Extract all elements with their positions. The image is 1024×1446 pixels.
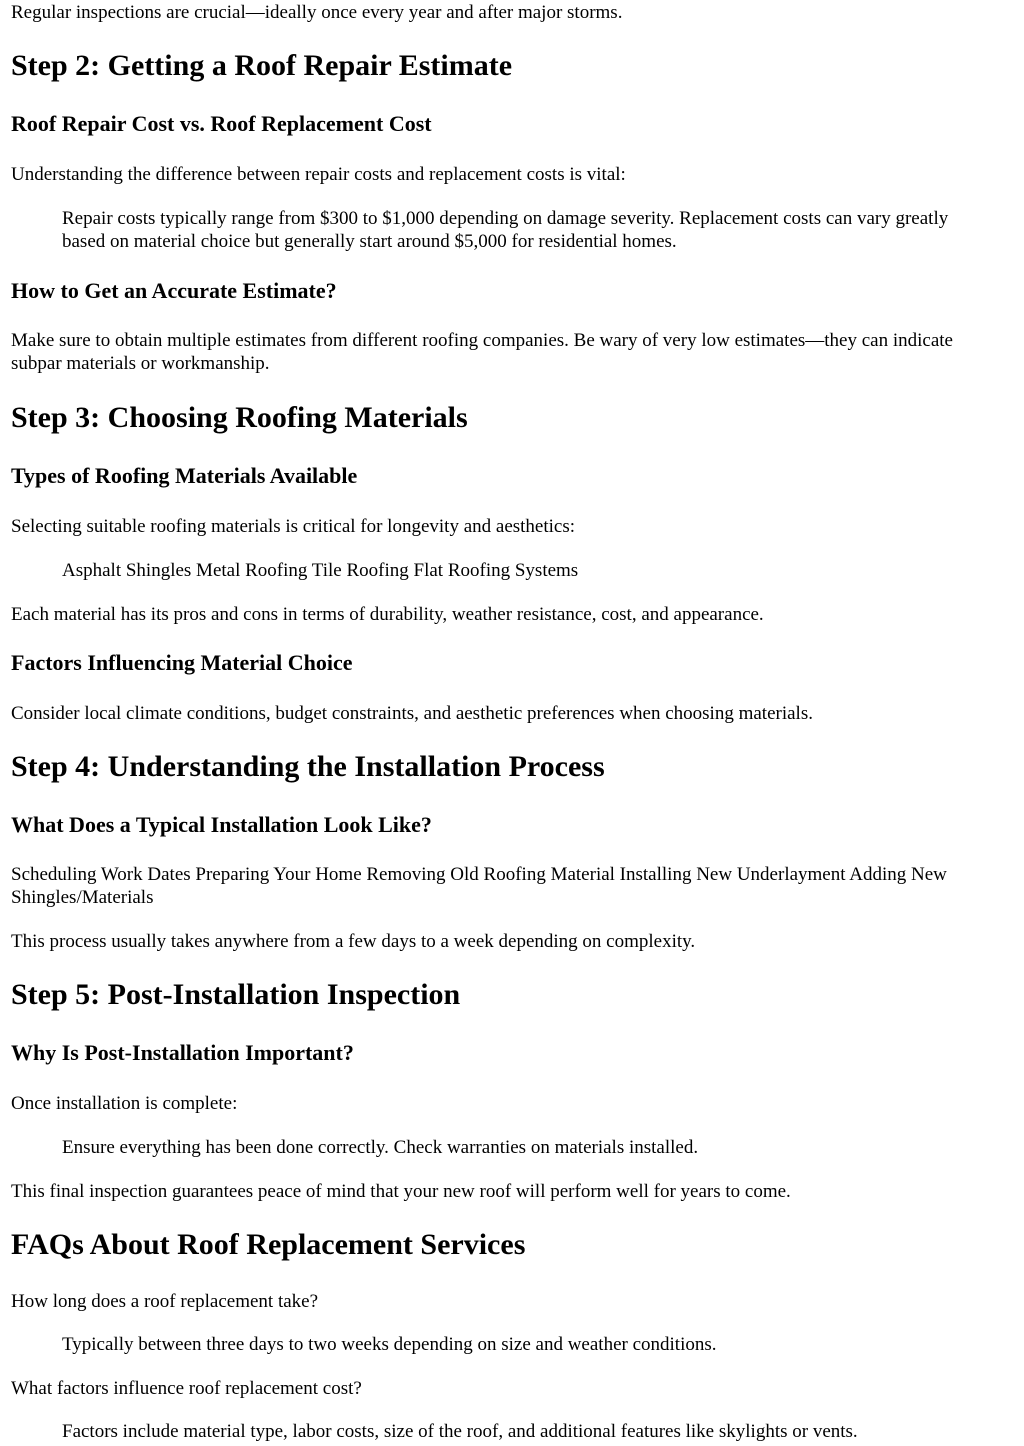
faq-question-2: What factors influence roof replacement cost? [11,1378,362,1399]
step3-materials-quote: Asphalt Shingles Metal Roofing Tile Roofing Flat Roofing Systems [62,560,579,581]
step2-cost-quote: Repair costs typically range from $300 to $1,000 depending on damage severity. Replacement costs can vary greatly based on material choice but generally start around $5,000 for residential homes. [62,208,949,252]
step3-subheading-types: Types of Roofing Materials Available [11,463,358,488]
step5-heading: Step 5: Post-Installation Inspection [11,978,461,1011]
step2-paragraph-estimate: Make sure to obtain multiple estimates from different roofing companies. Be wary of very low estimates—they can indicate subpar materials or workmanship. [11,330,953,374]
step4-heading: Step 4: Understanding the Installation Process [11,750,605,783]
step3-paragraph-factors: Consider local climate conditions, budget constraints, and aesthetic preferences when choosing materials. [11,703,813,724]
step2-subheading-cost: Roof Repair Cost vs. Roof Replacement Cost [11,111,432,136]
step5-paragraph-intro: Once installation is complete: [11,1093,238,1114]
faq-answer-1: Typically between three days to two weeks depending on size and weather conditions. [62,1334,717,1355]
intro-paragraph: Regular inspections are crucial—ideally once every year and after major storms. [11,2,623,23]
faq-question-1: How long does a roof replacement take? [11,1291,319,1312]
step5-subheading-why: Why Is Post-Installation Important? [11,1040,354,1065]
step2-heading: Step 2: Getting a Roof Repair Estimate [11,49,513,82]
step4-paragraph-steps: Scheduling Work Dates Preparing Your Home Removing Old Roofing Material Installing New Underlayment Adding New Shingles/Materials [11,864,947,908]
step5-checklist-quote: Ensure everything has been done correctly. Check warranties on materials installed. [62,1137,699,1158]
step3-heading: Step 3: Choosing Roofing Materials [11,401,468,434]
step2-subheading-estimate: How to Get an Accurate Estimate? [11,278,337,303]
step4-paragraph-duration: This process usually takes anywhere from a few days to a week depending on complexity. [11,931,696,952]
step3-subheading-factors: Factors Influencing Material Choice [11,650,353,675]
step2-paragraph-intro: Understanding the difference between repair costs and replacement costs is vital: [11,164,626,185]
step5-paragraph-final: This final inspection guarantees peace of mind that your new roof will perform well for years to come. [11,1181,791,1202]
faqs-heading: FAQs About Roof Replacement Services [11,1228,526,1261]
step4-subheading-typical: What Does a Typical Installation Look Like? [11,812,432,837]
faq-answer-2: Factors include material type, labor costs, size of the roof, and additional features like skylights or vents. [62,1421,858,1442]
step3-paragraph-intro: Selecting suitable roofing materials is critical for longevity and aesthetics: [11,516,576,537]
step3-paragraph-pros-cons: Each material has its pros and cons in terms of durability, weather resistance, cost, and appearance. [11,604,764,625]
